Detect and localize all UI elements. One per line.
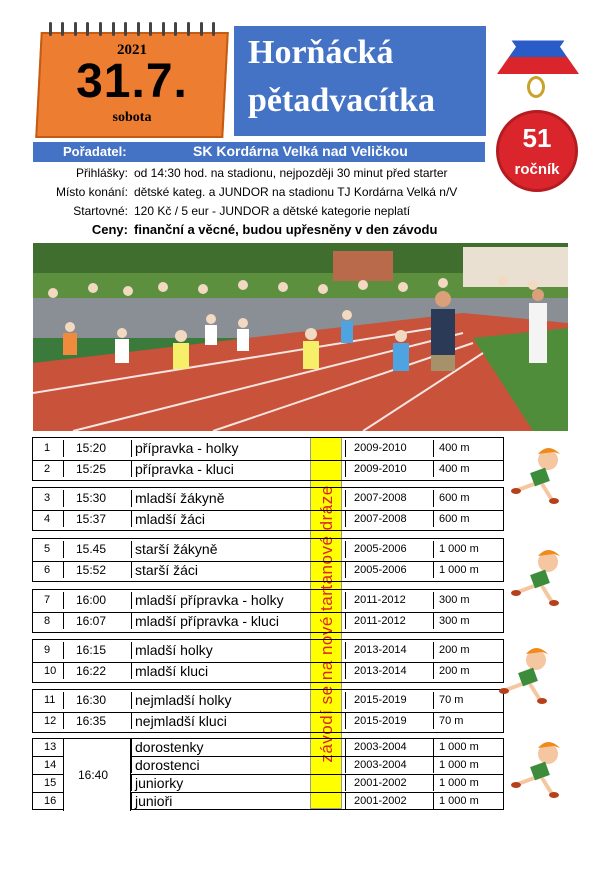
- schedule-group: [32, 589, 504, 633]
- cell-time: 16:00: [63, 592, 131, 609]
- calendar-date: 31.7.: [76, 55, 188, 108]
- cell-number: 8: [44, 615, 51, 627]
- cell-years: 2011-2012: [345, 592, 433, 609]
- runner-icon: [508, 446, 572, 506]
- schedule-group: [32, 538, 504, 582]
- cell-time: 16:07: [63, 613, 131, 629]
- cell-distance: 1 000 m: [433, 775, 505, 791]
- cell-distance: 200 m: [433, 642, 505, 659]
- cell-years: 2009-2010: [345, 440, 433, 457]
- cell-years: 2009-2010: [345, 461, 433, 477]
- cell-distance: 1 000 m: [433, 757, 505, 773]
- info-value: dětské kateg. a JUNDOR na stadionu TJ Kordárna Velká n/V: [134, 185, 458, 199]
- table-row: [33, 692, 503, 709]
- cell-category: nejmladší kluci: [131, 713, 309, 729]
- info-value: 120 Kč / 5 eur - JUNDOR a dětské kategorie neplatí: [134, 204, 411, 218]
- cell-category: junioři: [131, 793, 309, 809]
- table-row: [33, 561, 503, 578]
- cell-time: 15:25: [63, 461, 131, 477]
- cell-distance: 70 m: [433, 692, 505, 709]
- cell-years: 2007-2008: [345, 511, 433, 527]
- schedule-group: [32, 487, 504, 531]
- cell-category: mladší holky: [131, 642, 309, 659]
- cell-time-merged: 16:40: [63, 739, 131, 811]
- table-row: [33, 490, 503, 507]
- organizer-bar: [33, 142, 485, 162]
- cell-time: 15:52: [63, 562, 131, 578]
- cell-number: 7: [44, 594, 51, 606]
- table-row: [33, 440, 503, 457]
- cell-distance: 400 m: [433, 440, 505, 457]
- info-value: finanční a věcné, budou upřesněny v den závodu: [134, 222, 438, 237]
- cell-years: 2007-2008: [345, 490, 433, 507]
- cell-years: 2013-2014: [345, 642, 433, 659]
- info-value: od 14:30 hod. na stadionu, nejpozději 30 minut před starter: [134, 166, 448, 180]
- cell-category: mladší žáci: [131, 511, 309, 527]
- schedule-group: [32, 639, 504, 683]
- race-photo: [33, 243, 568, 431]
- cell-years: 2003-2004: [345, 739, 433, 756]
- event-title: [234, 26, 486, 136]
- schedule-group: [32, 738, 504, 810]
- table-row: [33, 642, 503, 659]
- info-label: Startovné:: [73, 204, 128, 218]
- calendar-rings: [38, 22, 226, 38]
- cell-category: dorostenky: [131, 739, 309, 756]
- calendar-year: 2021: [117, 42, 147, 58]
- cell-category: přípravka - kluci: [131, 461, 309, 477]
- cell-distance: 1 000 m: [433, 793, 505, 809]
- cell-distance: 600 m: [433, 490, 505, 507]
- cell-category: mladší žákyně: [131, 490, 309, 507]
- cell-years: 2005-2006: [345, 541, 433, 558]
- cell-time: 16:15: [63, 642, 131, 659]
- table-row: [33, 510, 503, 527]
- table-row: [33, 460, 503, 477]
- cell-distance: 1 000 m: [433, 739, 505, 756]
- cell-number: 10: [44, 665, 57, 677]
- cell-category: juniorky: [131, 775, 309, 791]
- cell-time: 15:30: [63, 490, 131, 507]
- cell-time: 16:35: [63, 713, 131, 729]
- cell-number: 4: [44, 513, 51, 525]
- cell-number: 5: [44, 543, 51, 555]
- cell-number: 3: [44, 492, 51, 504]
- info-prizes: [0, 222, 616, 240]
- cell-category: starší žáci: [131, 562, 309, 578]
- cell-number: 1: [44, 442, 51, 454]
- cell-time: 16:22: [63, 663, 131, 679]
- cell-time: 15:37: [63, 511, 131, 527]
- cell-number: 12: [44, 715, 57, 727]
- cell-number: 13: [44, 741, 57, 753]
- info-venue: [0, 184, 616, 202]
- table-row: [33, 592, 503, 609]
- cell-years: 2003-2004: [345, 757, 433, 773]
- cell-distance: 1 000 m: [433, 562, 505, 578]
- cell-number: 14: [44, 759, 57, 771]
- table-row: [33, 712, 503, 729]
- cell-years: 2001-2002: [345, 793, 433, 809]
- info-fee: [0, 203, 616, 221]
- medal-number: 51: [522, 123, 552, 153]
- schedule-group: [32, 437, 504, 481]
- table-row: [33, 612, 503, 629]
- cell-distance: 300 m: [433, 613, 505, 629]
- cell-years: 2011-2012: [345, 613, 433, 629]
- runner-icon: [508, 740, 572, 800]
- medal-label: ročník: [514, 161, 560, 178]
- info-label: Místo konání:: [55, 185, 128, 199]
- medal-ring: [527, 76, 545, 98]
- cell-years: 2005-2006: [345, 562, 433, 578]
- cell-number: 16: [44, 795, 57, 807]
- cell-number: 11: [44, 694, 56, 706]
- cell-distance: 400 m: [433, 461, 505, 477]
- cell-category: přípravka - holky: [131, 440, 309, 457]
- date-calendar: [38, 22, 226, 138]
- track-note-text: závodí se na nové tartanové dráze: [317, 485, 336, 763]
- cell-category: mladší přípravka - holky: [131, 592, 309, 609]
- cell-distance: 300 m: [433, 592, 505, 609]
- cell-years: 2015-2019: [345, 713, 433, 729]
- cell-distance: 70 m: [433, 713, 505, 729]
- cell-time: 16:30: [63, 692, 131, 709]
- title-line-2: pětadvacítka: [248, 82, 435, 119]
- cell-distance: 600 m: [433, 511, 505, 527]
- cell-years: 2015-2019: [345, 692, 433, 709]
- calendar-day: sobota: [112, 110, 152, 125]
- cell-time: 15.45: [63, 541, 131, 558]
- title-line-1: Horňácká: [248, 34, 394, 71]
- cell-years: 2013-2014: [345, 663, 433, 679]
- info-registration: [0, 165, 616, 183]
- cell-category: starší žákyně: [131, 541, 309, 558]
- cell-number: 2: [44, 463, 51, 475]
- organizer-label: Pořadatel:: [63, 144, 127, 159]
- info-label: Přihlášky:: [75, 166, 128, 180]
- cell-number: 6: [44, 564, 51, 576]
- cell-number: 15: [44, 777, 57, 789]
- cell-time: 15:20: [63, 440, 131, 457]
- cell-category: dorostenci: [131, 757, 309, 773]
- runner-icon: [508, 548, 572, 608]
- table-row: [33, 541, 503, 558]
- cell-category: mladší kluci: [131, 663, 309, 679]
- info-label: Ceny:: [91, 222, 128, 237]
- runner-icon: [496, 646, 560, 706]
- organizer-value: SK Kordárna Velká nad Veličkou: [193, 143, 408, 159]
- cell-distance: 1 000 m: [433, 541, 505, 558]
- cell-category: nejmladší holky: [131, 692, 309, 709]
- cell-years: 2001-2002: [345, 775, 433, 791]
- cell-distance: 200 m: [433, 663, 505, 679]
- table-row: [33, 662, 503, 679]
- cell-category: mladší přípravka - kluci: [131, 613, 309, 629]
- schedule-group: [32, 689, 504, 733]
- cell-number: 9: [44, 644, 51, 656]
